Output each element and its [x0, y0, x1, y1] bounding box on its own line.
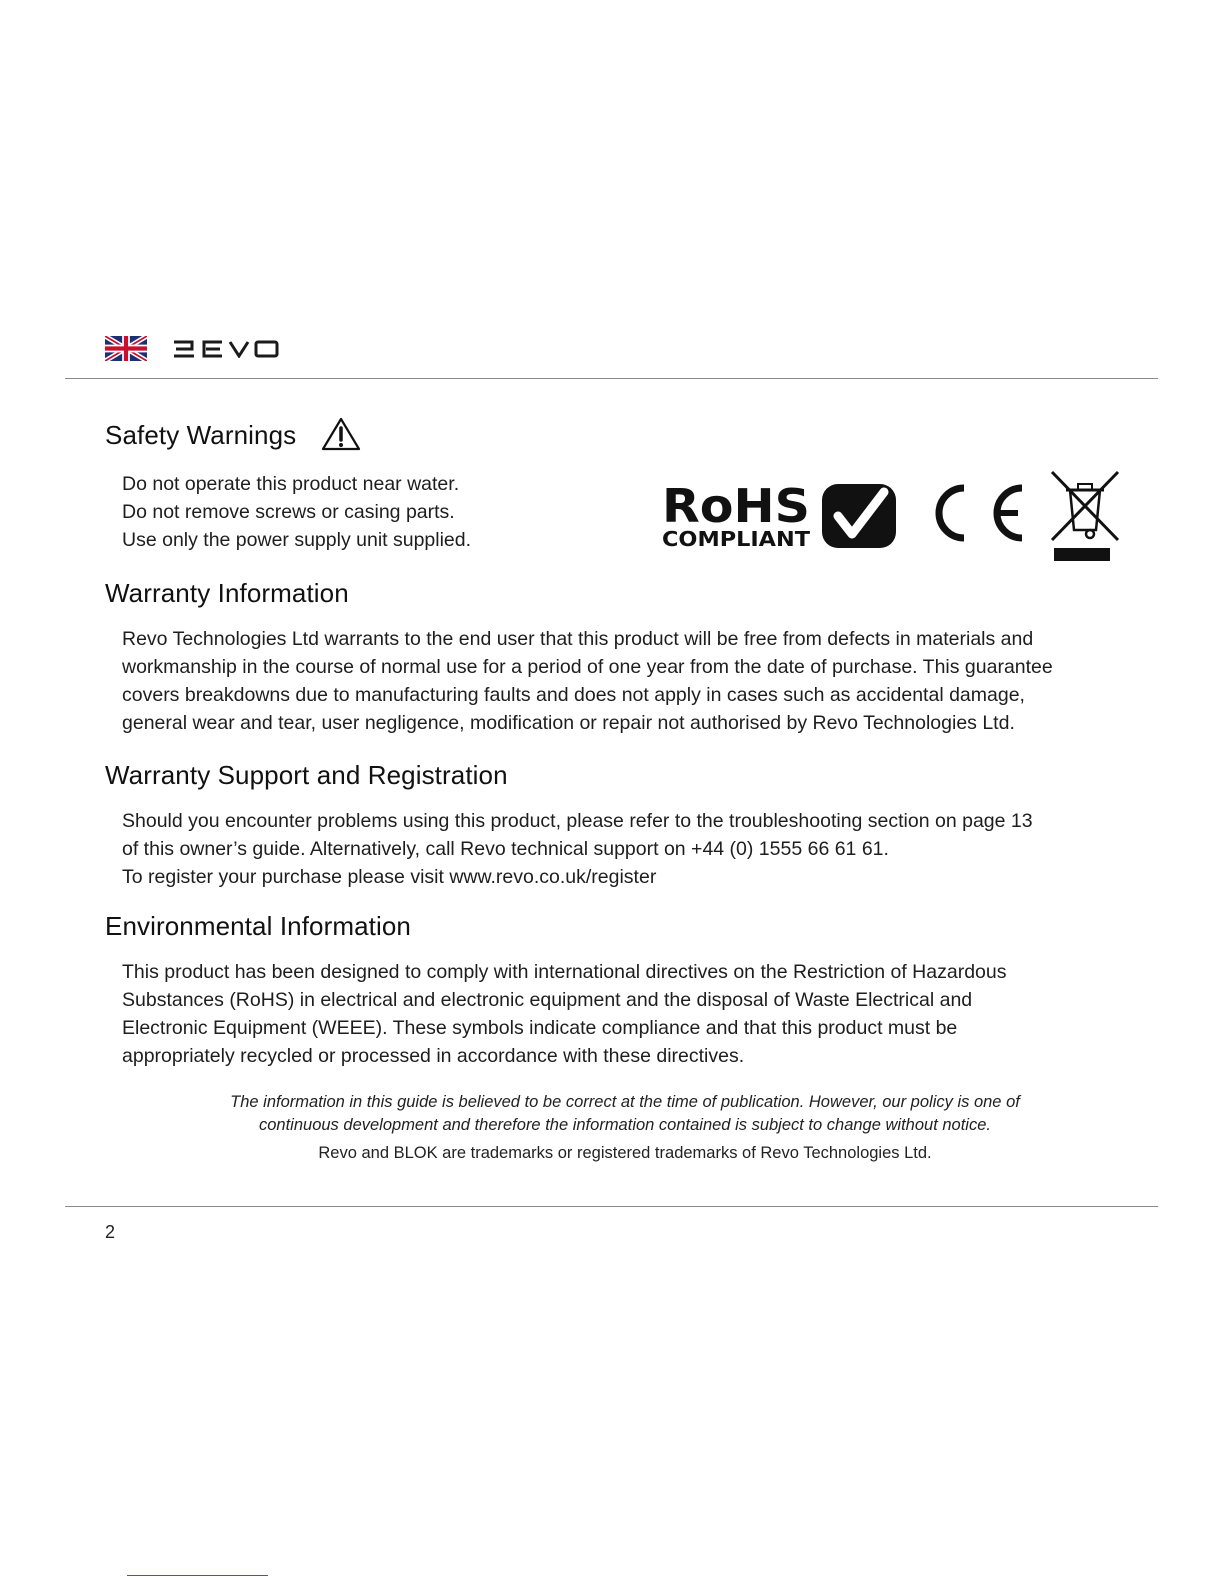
text-line: To register your purchase please visit www.revo.co.uk/register [122, 866, 657, 888]
warranty-paragraph [122, 625, 1053, 737]
ce-mark-icon [930, 484, 1026, 542]
text-line: Substances (RoHS) in electrical and electronic equipment and the disposal of Waste Electrical and [122, 989, 973, 1011]
header-divider [65, 378, 1158, 379]
uk-flag-icon [105, 336, 147, 361]
text-line: appropriately recycled or processed in accordance with these directives. [122, 1045, 745, 1067]
svg-text:RoHS: RoHS [662, 480, 810, 533]
support-paragraph [122, 807, 1033, 891]
link-underline [127, 1575, 268, 1576]
environment-heading: Environmental Information [105, 911, 411, 941]
footer-divider [65, 1206, 1158, 1207]
page-number: 2 [105, 1222, 116, 1242]
text-line: Revo Technologies Ltd warrants to the end user that this product will be free from defects in materials and [122, 628, 1034, 650]
text-line: of this owner’s guide. Alternatively, call Revo technical support on +44 (0) 1555 66 61 61. [122, 838, 889, 860]
text-line: covers breakdowns due to manufacturing faults and does not apply in cases such as accidental damage, [122, 684, 1025, 706]
disclaimer-line: The information in this guide is believed to be correct at the time of publication. However, our policy is one of [230, 1093, 1020, 1111]
text-line: workmanship in the course of normal use for a period of one year from the date of purchase. This guarantee [122, 656, 1053, 678]
text-line: Should you encounter problems using this product, please refer to the troubleshooting section on page 13 [122, 810, 1033, 832]
safety-line: Use only the power supply unit supplied. [122, 529, 472, 551]
safety-line: Do not operate this product near water. [122, 473, 460, 495]
svg-text:COMPLIANT: COMPLIANT [662, 527, 811, 551]
disclaimer [65, 1091, 1185, 1137]
safety-heading: Safety Warnings [105, 420, 297, 450]
disclaimer-line: continuous development and therefore the information contained is subject to change without notice. [259, 1116, 991, 1134]
support-heading: Warranty Support and Registration [105, 760, 508, 790]
environment-paragraph [122, 958, 1006, 1070]
text-line: Electronic Equipment (WEEE). These symbols indicate compliance and that this product must be [122, 1017, 958, 1039]
trademark-notice: Revo and BLOK are trademarks or registered trademarks of Revo Technologies Ltd. [318, 1144, 932, 1162]
revo-logo [172, 340, 280, 358]
text-line: general wear and tear, user negligence, modification or repair not authorised by Revo Technologies Ltd. [122, 712, 1015, 734]
warranty-heading: Warranty Information [105, 578, 349, 608]
warning-triangle-icon [320, 416, 362, 452]
safety-list [122, 470, 471, 554]
rohs-compliant-logo [662, 480, 900, 552]
text-line: This product has been designed to comply with international directives on the Restriction of Hazardous [122, 961, 1007, 983]
crossed-bin-icon [1050, 470, 1120, 562]
safety-line: Do not remove screws or casing parts. [122, 501, 455, 523]
